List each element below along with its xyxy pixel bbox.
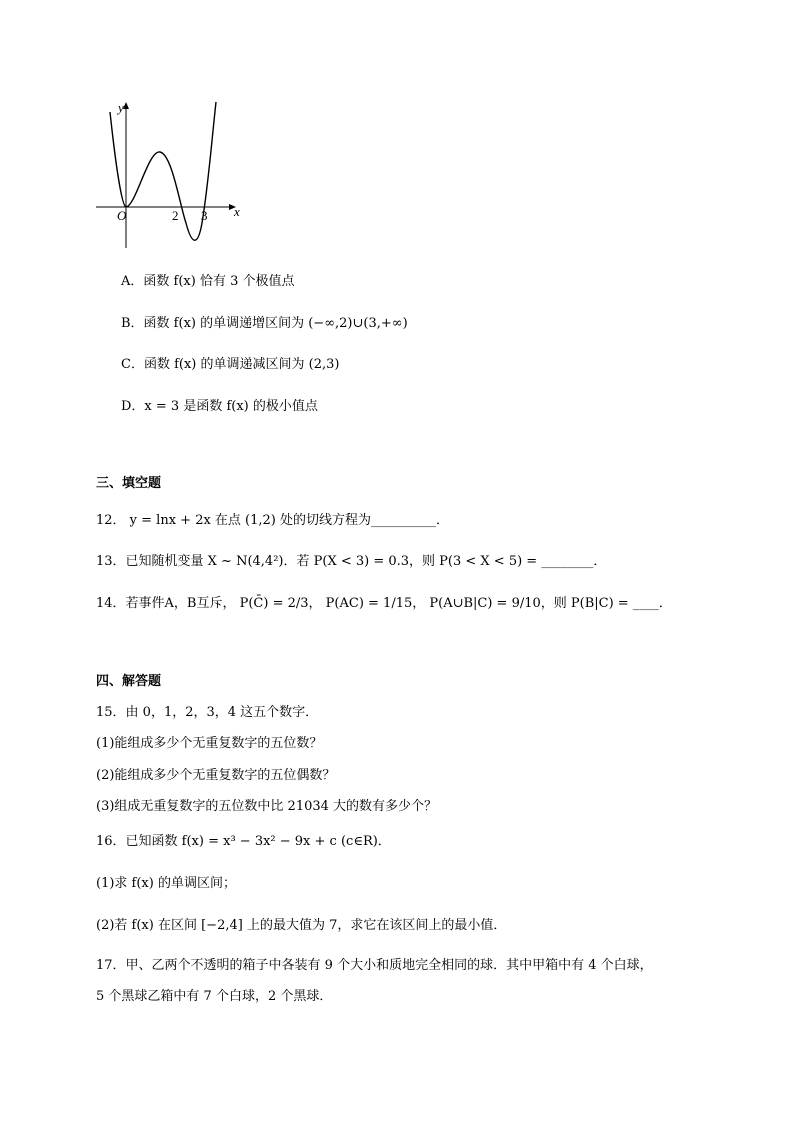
tick-label-3: 3 (201, 208, 208, 223)
y-axis-arrow (123, 102, 129, 109)
function-graph (92, 98, 252, 253)
question-16-part-2: (2)若 f(x) 在区间 [−2,4] 上的最大值为 7，求它在该区间上的最小值． (96, 918, 507, 933)
x-label: x (234, 204, 240, 219)
question-14: 14．若事件A，B互斥， P(C̄) = 2/3， P(AC) = 1/15， P(A∪B|C) = 9/10，则 P(B|C) = ____． (96, 596, 672, 611)
question-15-part-3: (3)组成无重复数字的五位数中比 21034 大的数有多少个？ (96, 799, 438, 814)
origin-label: O (117, 208, 127, 223)
y-label: y (118, 100, 124, 115)
question-12: 12． y = lnx + 2x 在点 (1,2) 处的切线方程为__________． (96, 513, 450, 528)
option-c: C．函数 f(x) 的单调递减区间为 (2,3) (121, 357, 340, 372)
question-16: 16．已知函数 f(x) = x³ − 3x² − 9x + c (c∈R)． (96, 834, 391, 849)
option-d: D．x = 3 是函数 f(x) 的极小值点 (121, 399, 318, 414)
question-15-part-1: (1)能组成多少个无重复数字的五位数？ (96, 736, 323, 751)
question-17-line-2: 5 个黑球乙箱中有 7 个白球，2 个黑球． (96, 989, 333, 1004)
question-16-part-1: (1)求 f(x) 的单调区间； (96, 876, 236, 891)
question-17-line-1: 17．甲、乙两个不透明的箱子中各装有 9 个大小和质地完全相同的球．其中甲箱中有 4 个白球， (96, 958, 653, 973)
option-a: A．函数 f(x) 恰有 3 个极值点 (121, 274, 295, 289)
section-title-fill-blank: 三、填空题 (96, 476, 162, 491)
question-15-part-2: (2)能组成多少个无重复数字的五位偶数？ (96, 768, 336, 783)
section-title-solutions: 四、解答题 (96, 674, 162, 689)
question-15: 15．由 0，1，2，3，4 这五个数字． (96, 705, 319, 720)
option-b: B．函数 f(x) 的单调递增区间为 (−∞,2)∪(3,+∞) (121, 316, 408, 331)
tick-label-2: 2 (172, 208, 179, 223)
question-13: 13．已知随机变量 X ~ N(4,4²)．若 P(X < 3) = 0.3，则 P(3 < X < 5) = ________． (96, 554, 607, 569)
